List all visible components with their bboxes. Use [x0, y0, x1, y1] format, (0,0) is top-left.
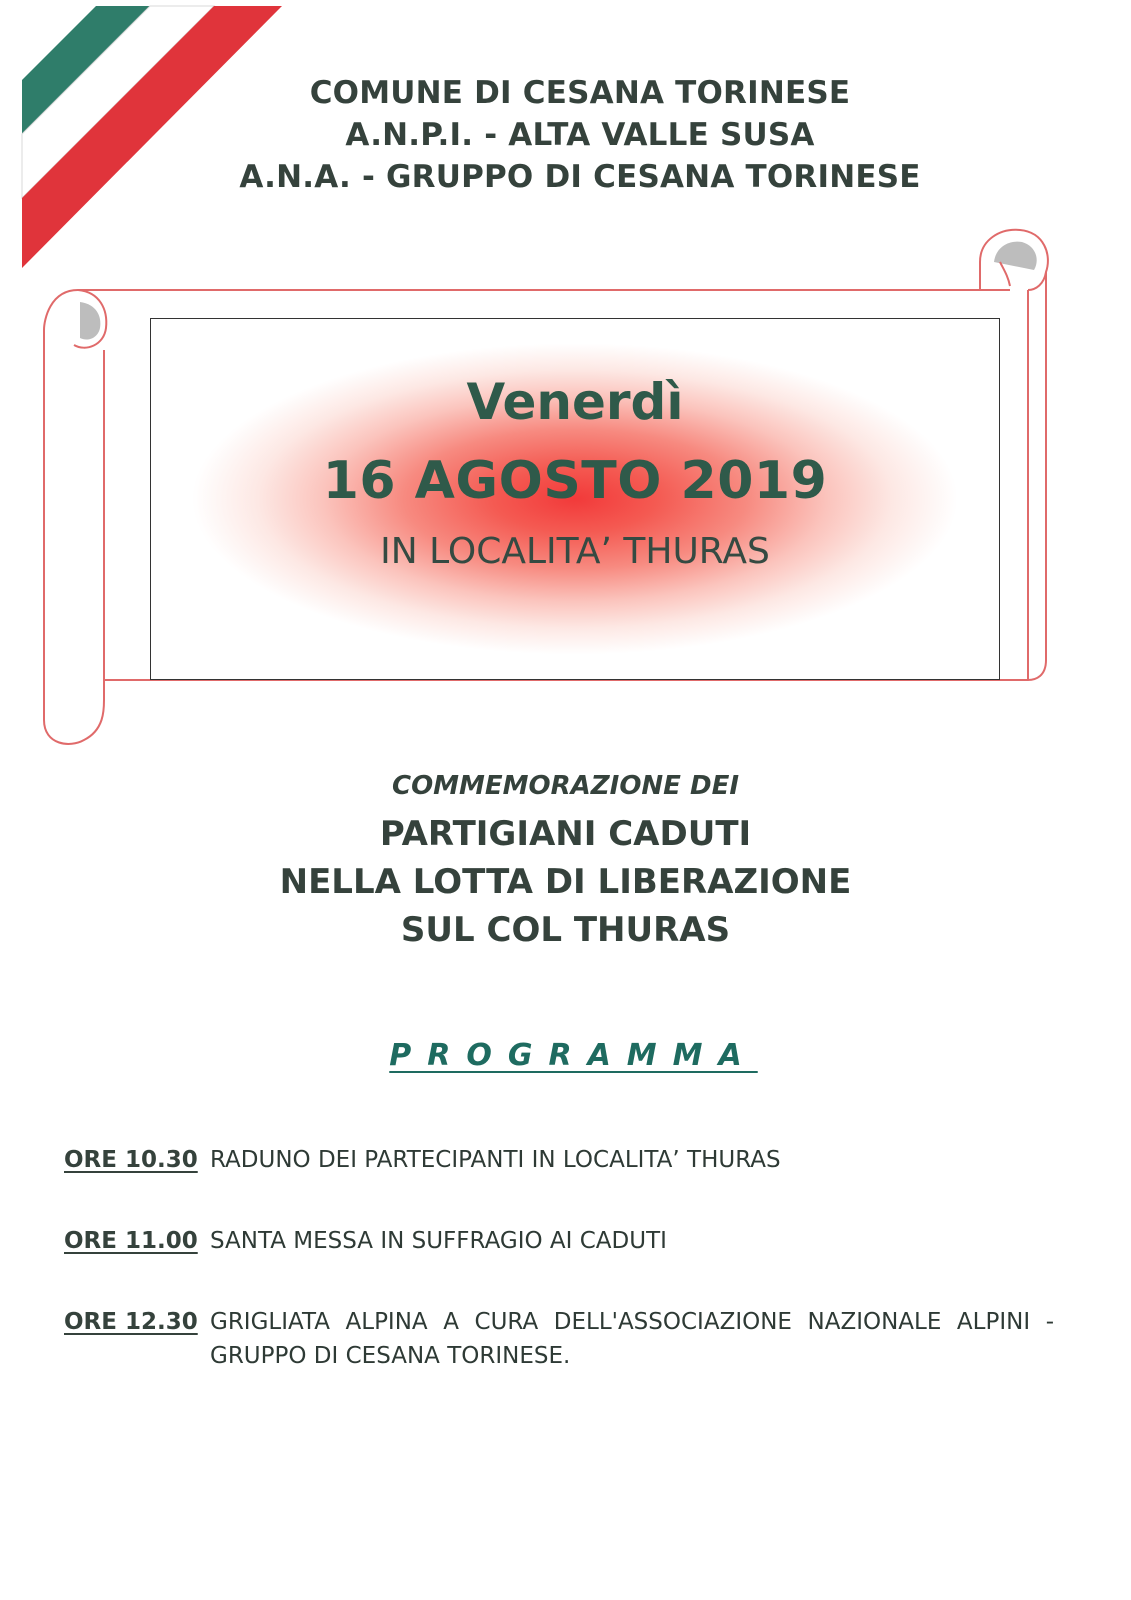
event-day: Venerdì [466, 373, 684, 431]
organizer-anpi: A.N.P.I. - ALTA VALLE SUSA [345, 117, 815, 153]
commemoration-intro: COMMEMORAZIONE DEI [391, 771, 740, 801]
schedule-item [64, 1143, 1054, 1177]
commemoration-line: PARTIGIANI CADUTI [379, 814, 752, 854]
organizer-comune: COMUNE DI CESANA TORINESE [309, 75, 851, 111]
event-place: IN LOCALITA’ THURAS [380, 531, 770, 572]
programma-title: PROGRAMMA [389, 1038, 758, 1073]
schedule-list [64, 1143, 1054, 1420]
organizer-ana: A.N.A. - GRUPPO DI CESANA TORINESE [239, 159, 921, 195]
event-date-box [150, 318, 1000, 680]
schedule-time: ORE 12.30 [64, 1309, 198, 1335]
schedule-item [64, 1305, 1054, 1373]
programma-heading [0, 1038, 1131, 1073]
commemoration-line: SUL COL THURAS [400, 910, 731, 950]
schedule-description: RADUNO DEI PARTECIPANTI IN LOCALITA’ THURAS [210, 1147, 781, 1173]
event-date: 16 AGOSTO 2019 [322, 451, 828, 511]
commemoration-line: NELLA LOTTA DI LIBERAZIONE [279, 862, 852, 902]
commemoration-block [0, 768, 1131, 954]
schedule-description: SANTA MESSA IN SUFFRAGIO AI CADUTI [210, 1228, 667, 1254]
schedule-time: ORE 10.30 [64, 1147, 198, 1173]
schedule-description: GRIGLIATA ALPINA A CURA DELL'ASSOCIAZIONE NAZIONALE ALPINI - GRUPPO DI CESANA TORINESE. [210, 1309, 1054, 1369]
schedule-time: ORE 11.00 [64, 1228, 198, 1254]
schedule-item [64, 1224, 1054, 1258]
